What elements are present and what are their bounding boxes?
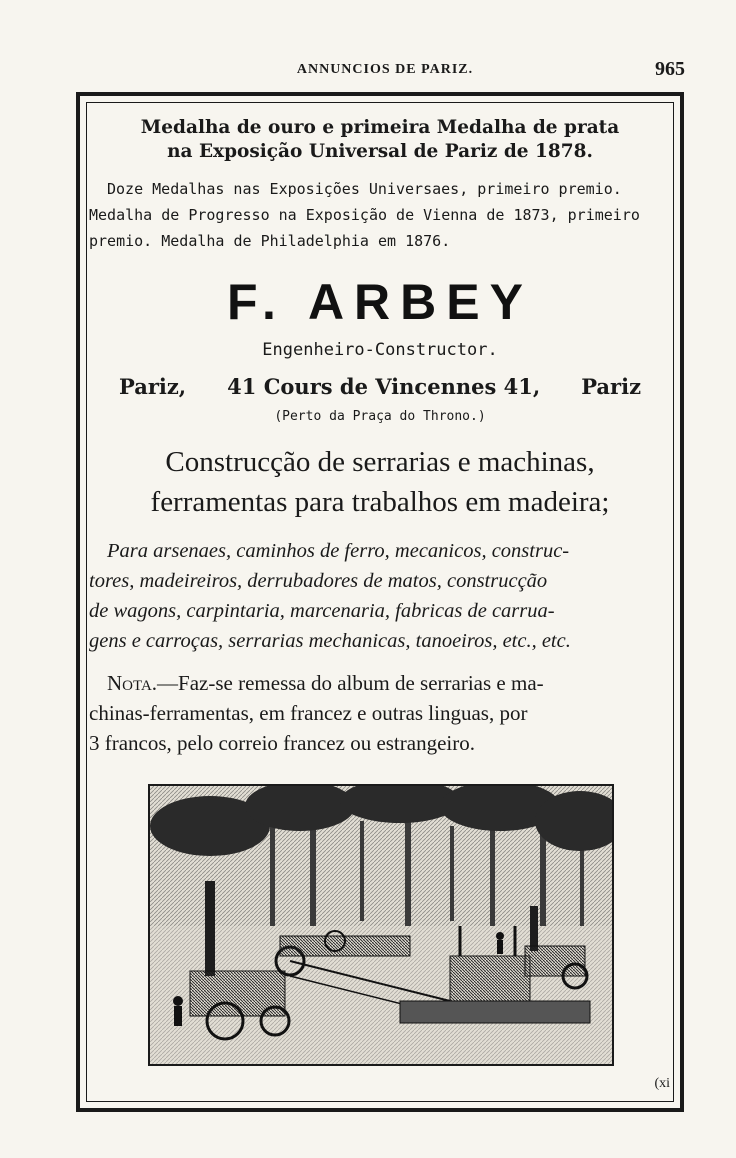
advertisement-frame bbox=[76, 92, 684, 1112]
nota-text: —Faz-se remessa do album de serrarias e ma- bbox=[157, 671, 544, 695]
sawmill-engraving bbox=[148, 784, 614, 1066]
uses-line: tores, madeireiros, derrubadores de matos, construcção bbox=[89, 570, 548, 592]
uses-line: gens e carroças, serrarias mechanicas, tanoeiros, etc., etc. bbox=[89, 630, 571, 652]
brand-role: Engenheiro-Constructor. bbox=[262, 340, 498, 360]
nota-line: chinas-ferramentas, em francez e outras linguas, por bbox=[89, 701, 528, 725]
address-line bbox=[89, 374, 671, 399]
awards-line: Medalha de Progresso na Exposição de Vienna de 1873, primeiro bbox=[89, 206, 640, 224]
medal-line-2: na Exposição Universal de Pariz de 1878. bbox=[167, 141, 593, 162]
sawmill-engraving-svg bbox=[150, 786, 612, 1064]
address-city-left: Pariz, bbox=[119, 374, 187, 399]
awards-line: Doze Medalhas nas Exposições Universaes, primeiro premio. bbox=[107, 180, 622, 198]
nota-line bbox=[89, 668, 671, 698]
uses-paragraph bbox=[89, 536, 671, 656]
awards-line: premio. Medalha de Philadelphia em 1876. bbox=[89, 232, 451, 250]
running-head bbox=[85, 58, 685, 86]
page-number: 965 bbox=[655, 58, 685, 80]
address-note: (Perto da Praça do Throno.) bbox=[274, 409, 486, 424]
brand-name: F. ARBEY bbox=[227, 274, 533, 330]
uses-line: Para arsenaes, caminhos de ferro, mecanicos, construc- bbox=[107, 540, 570, 562]
signature-mark: (xi bbox=[654, 1076, 670, 1091]
medal-line-1: Medalha de ouro e primeira Medalha de prata bbox=[140, 117, 620, 138]
construction-heading bbox=[89, 442, 671, 522]
nota-label: Nota. bbox=[107, 671, 158, 695]
address-street: 41 Cours de Vincennes 41, bbox=[227, 374, 541, 399]
advertisement-content bbox=[89, 116, 671, 758]
nota-paragraph bbox=[89, 668, 671, 758]
awards-paragraph bbox=[89, 176, 671, 254]
uses-line: de wagons, carpintaria, marcenaria, fabricas de carrua- bbox=[89, 600, 555, 622]
nota-line: 3 francos, pelo correio francez ou estrangeiro. bbox=[89, 731, 475, 755]
address-city-right: Pariz bbox=[581, 374, 641, 399]
running-title: ANNUNCIOS DE PARIZ. bbox=[296, 62, 474, 77]
construction-line-2: ferramentas para trabalhos em madeira; bbox=[150, 486, 610, 518]
construction-line-1: Construcção de serrarias e machinas, bbox=[165, 446, 595, 478]
